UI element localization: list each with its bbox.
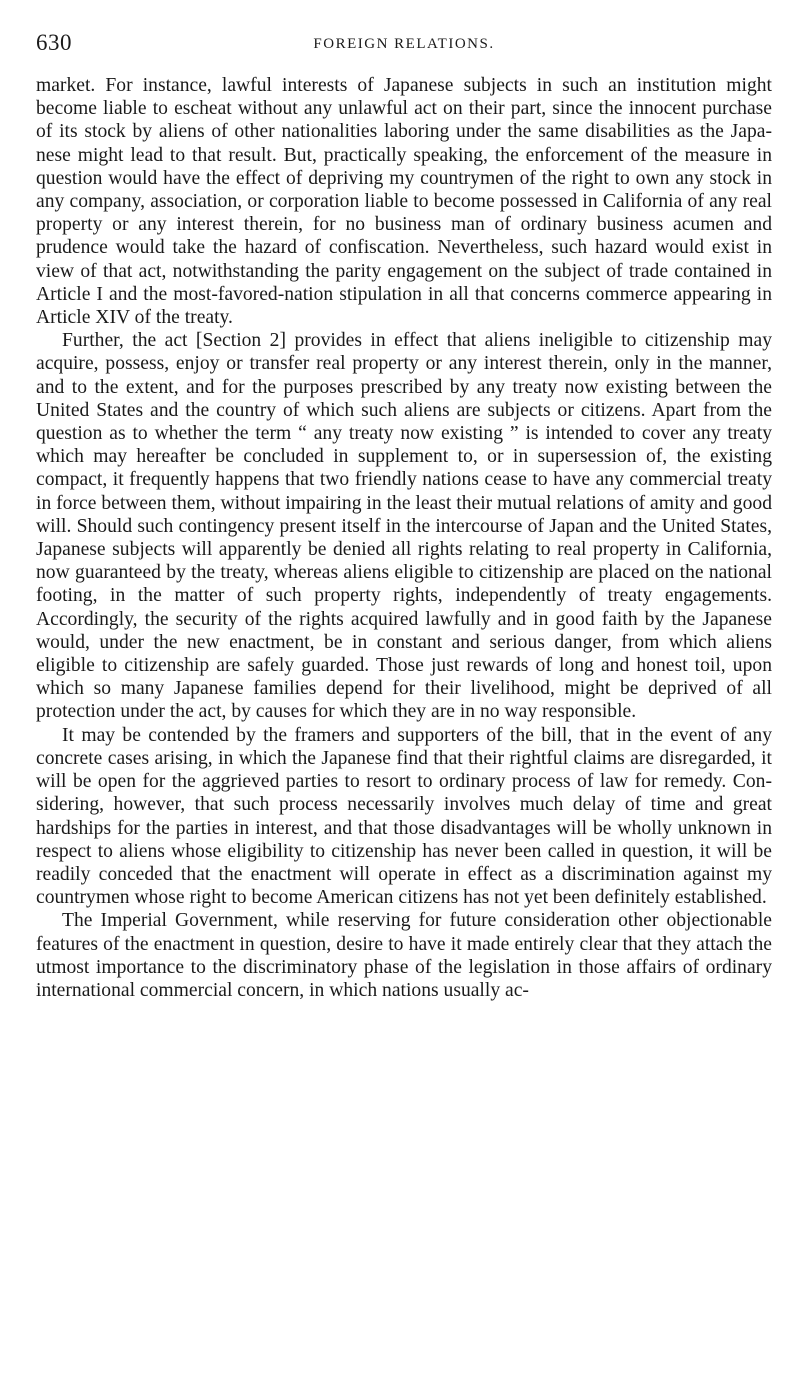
paragraph: It may be contended by the framers and supporters of the bill, that in the event of any concrete cases arising, in which the Japanese find that their rightful claims are disregarded, it will be open for the aggrieved parties to resort to ordinary process of law for remedy. Considering, however, that such process necessarily involves much delay of time and great hardships for the parties in interest, and that those disadvantages will be wholly unknown in respect to aliens whose eligibility to citizenship has never been called in question, it will be readily conceded that the enactment will operate in effect as a discrimination against my countrymen whose right to become American citizens has not yet been definitely established. xyxy=(36,724,772,909)
paragraph: Further, the act [Section 2] provides in effect that aliens ineligible to citizenship may acquire, possess, enjoy or transfer real property or any interest therein, only in the manner, and to the extent, and for the purposes prescribed by any treaty now existing between the United States and the country of which such aliens are subjects or citizens. Apart from the question as to whether the term “ any treaty now existing ” is intended to cover any treaty which may hereafter be concluded in supplement to, or in supersession of, the existing compact, it frequently happens that two friendly nations cease to have any commercial treaty in force between them, without impairing in the least their mutual relations of amity and good will. Should such contingency present itself in the intercourse of Japan and the United States, Japanese subjects will apparently be denied all rights relating to real property in California, now guaranteed by the treaty, whereas aliens eligible to citizenship are placed on the national footing, in the matter of such property rights, independently of treaty engagements. Accordingly, the security of the rights acquired lawfully and in good faith by the Japanese would, under the new enactment, be in constant and serious danger, from which aliens eligible to citizenship are safely guarded. Those just rewards of long and honest toil, upon which so many Japanese families depend for their livelihood, might be deprived of all protection under the act, by causes for which they are in no way responsible. xyxy=(36,330,772,723)
paragraph-continued: market. For instance, lawful interests of Japanese subjects in such an institution might become liable to escheat without any unlawful act on their part, since the innocent purchase of its stock by aliens of other nationalities laboring under the same disabilities as the Japanese might lead to that result. But, practically speaking, the enforcement of the measure in question would have the effect of depriving my countrymen of the right to own any stock in any company, association, or corporation liable to become possessed in California of any real property or any interest therein, for no business man of ordinary business acumen and prudence would take the hazard of confiscation. Nevertheless, such hazard would exist in view of that act, notwithstanding the parity engagement on the subject of trade contained in Article I and the most-favored-nation stipulation in all that concerns commerce appearing in Article XIV of the treaty. xyxy=(36,75,772,329)
document-page xyxy=(36,30,772,1002)
paragraph: The Imperial Government, while reserving for future consideration other objectionable features of the enactment in question, desire to have it made entirely clear that they attach the utmost importance to the discriminatory phase of the legislation in those affairs of ordinary international commercial concern, in which nations usually ac- xyxy=(36,910,772,1001)
running-title: FOREIGN RELATIONS. xyxy=(313,36,495,52)
page-number: 630 xyxy=(36,30,72,55)
body-text xyxy=(36,74,772,1002)
page-header xyxy=(36,30,772,60)
